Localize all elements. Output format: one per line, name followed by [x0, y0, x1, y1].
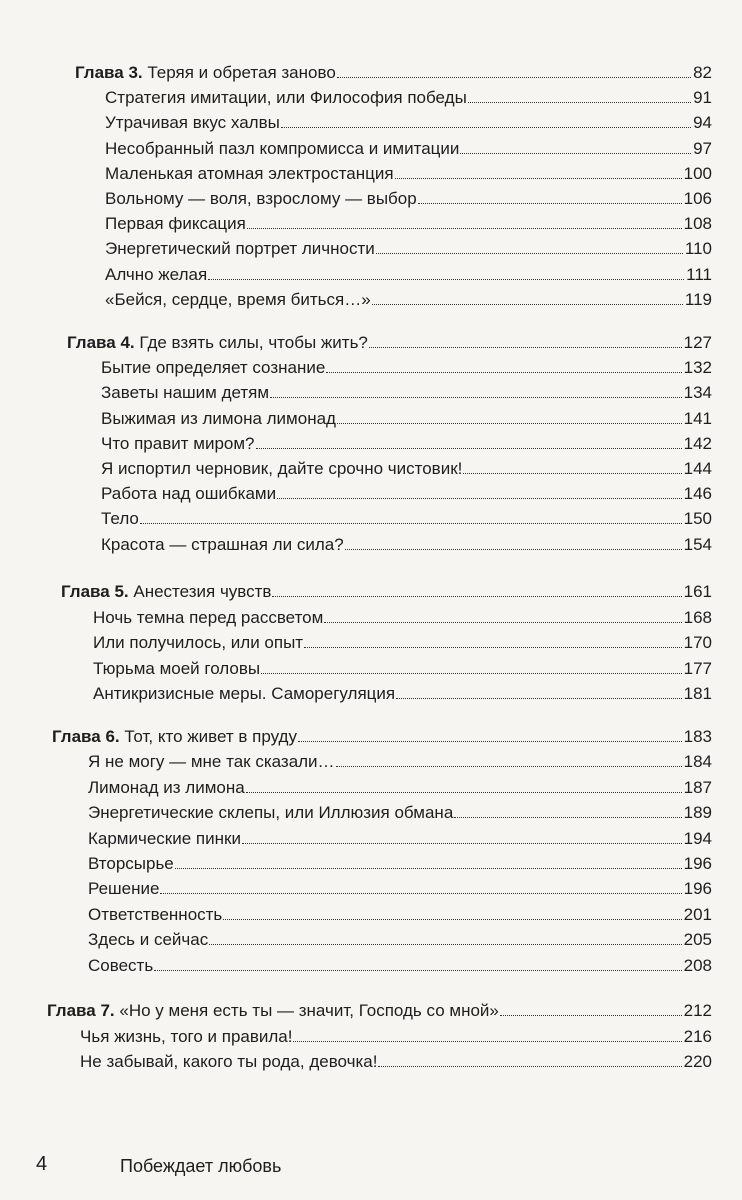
toc-item [88, 929, 712, 951]
toc-item [93, 607, 712, 629]
toc-item [105, 188, 712, 210]
toc-item-page: 132 [683, 358, 712, 378]
toc-item [93, 658, 712, 680]
toc-item-title: Вторсырье [88, 854, 174, 873]
dot-leader [463, 473, 681, 474]
toc-item-title: Алчно желая [105, 264, 208, 284]
dot-leader [281, 127, 691, 128]
toc-item-page: 119 [684, 289, 712, 309]
toc-item [88, 802, 712, 824]
chapter-page-number: 212 [683, 1001, 712, 1020]
chapter-title: Тот, кто живет в пруду [124, 727, 297, 746]
toc-item-page: 205 [683, 930, 712, 950]
toc-item [101, 508, 712, 530]
toc-item [101, 534, 712, 556]
toc-item-title: Красота — страшная ли сила? [101, 534, 344, 554]
chapter-title: Теряя и обретая заново [147, 63, 336, 82]
toc-item-title: Энергетические склепы, или Иллюзия обмана [88, 803, 454, 823]
toc-item-title: Первая фиксация [105, 214, 246, 234]
dot-leader [454, 817, 681, 818]
page-number: 4 [36, 1153, 48, 1175]
toc-item [105, 138, 712, 160]
dot-leader [376, 253, 683, 254]
chapter-page-number: 82 [693, 63, 712, 82]
toc-item-page: 97 [693, 138, 712, 158]
toc-item-page: 181 [683, 684, 712, 703]
toc-item-title: Заветы нашим детям [101, 383, 270, 403]
toc-item [105, 163, 712, 185]
chapter-label: Глава 7. [47, 1001, 115, 1020]
dot-leader [468, 102, 691, 103]
toc-item-page: 194 [683, 828, 712, 848]
toc-item-title: Совесть [88, 955, 154, 975]
chapter-title: Анестезия чувств [133, 582, 272, 601]
toc-item-page: 177 [683, 658, 712, 678]
toc-item-title: Не забывай, какого ты рода, девочка! [80, 1052, 378, 1071]
toc-item-title: Энергетический портрет личности [105, 239, 375, 259]
chapter-label: Глава 3. [75, 63, 143, 82]
dot-leader [242, 843, 682, 844]
toc-item-title: Антикризисные меры. Саморегуляция [93, 684, 396, 703]
toc-item-title: Я не могу — мне так сказали… [88, 752, 335, 772]
toc-item [88, 955, 712, 977]
dot-leader [261, 673, 682, 674]
dot-leader [337, 77, 691, 78]
toc-item-page: 108 [683, 214, 712, 234]
toc-item [105, 213, 712, 235]
toc-item [101, 433, 712, 455]
toc-item-title: Выжимая из лимона лимонад [101, 408, 336, 428]
dot-leader [277, 498, 682, 499]
toc-item-page: 91 [693, 88, 712, 108]
dot-leader [395, 178, 682, 179]
toc-item [80, 1051, 712, 1073]
toc-item [88, 751, 712, 773]
toc-item-title: Бытие определяет сознание [101, 358, 326, 378]
chapter-label: Глава 6. [52, 727, 120, 746]
dot-leader [500, 1015, 682, 1016]
dot-leader [378, 1066, 681, 1067]
toc-item [88, 904, 712, 926]
dot-leader [247, 228, 682, 229]
chapter-heading [67, 332, 712, 354]
toc-item [80, 1026, 712, 1048]
chapter-page-number: 127 [683, 333, 712, 352]
toc-item-page: 146 [683, 484, 712, 504]
toc-item-page: 168 [683, 607, 712, 627]
toc-item-title: Маленькая атомная электростанция [105, 163, 394, 183]
toc-item-title: Ответственность [88, 904, 223, 924]
dot-leader [160, 893, 681, 894]
chapter-title: «Но у меня есть ты — значит, Господь со мной» [119, 1001, 499, 1020]
toc-item-page: 142 [683, 433, 712, 453]
dot-leader [418, 203, 682, 204]
toc-item [88, 878, 712, 900]
toc-item-page: 144 [683, 459, 712, 478]
toc-item-title: Чья жизнь, того и правила! [80, 1026, 293, 1046]
toc-item-page: 184 [683, 752, 712, 772]
toc-item [101, 382, 712, 404]
toc-item [105, 289, 712, 311]
toc-item-page: 111 [686, 264, 712, 284]
toc-item [93, 632, 712, 654]
dot-leader [175, 868, 682, 869]
dot-leader [293, 1041, 681, 1042]
toc-item-title: Работа над ошибками [101, 484, 277, 504]
dot-leader [298, 741, 682, 742]
toc-item-page: 106 [683, 189, 712, 208]
dot-leader [140, 523, 682, 524]
chapter-heading [52, 726, 712, 748]
chapter-heading [75, 62, 712, 84]
toc-item [101, 357, 712, 379]
toc-item [88, 853, 712, 875]
running-title: Побеждает любовь [120, 1156, 282, 1176]
toc-item [105, 264, 712, 286]
toc-item-page: 110 [684, 239, 712, 259]
toc-item-page: 196 [683, 854, 712, 873]
chapter-heading [61, 581, 712, 603]
toc-item [101, 483, 712, 505]
toc-item-page: 201 [683, 904, 712, 924]
dot-leader [460, 153, 691, 154]
toc-item-title: Утрачивая вкус халвы [105, 113, 280, 133]
toc-item [105, 238, 712, 260]
toc-item-title: Лимонад из лимона [88, 777, 245, 797]
toc-item-page: 220 [683, 1052, 712, 1071]
toc-item-page: 208 [683, 955, 712, 975]
dot-leader [209, 944, 681, 945]
toc-item-page: 134 [683, 383, 712, 403]
dot-leader [369, 347, 682, 348]
dot-leader [336, 766, 682, 767]
chapter-page-number: 183 [683, 727, 712, 746]
toc-item-title: «Бейся, сердце, время биться…» [105, 289, 371, 309]
dot-leader [270, 397, 682, 398]
toc-item-title: Стратегия имитации, или Философия победы [105, 88, 467, 108]
dot-leader [372, 304, 683, 305]
dot-leader [324, 622, 681, 623]
toc-item [105, 87, 712, 109]
dot-leader [246, 792, 682, 793]
toc-item-title: Вольному — воля, взрослому — выбор [105, 189, 417, 208]
toc-item [88, 777, 712, 799]
chapter-heading [47, 1000, 712, 1022]
chapter-label: Глава 4. [67, 333, 135, 352]
toc-item-title: Кармические пинки [88, 828, 241, 848]
dot-leader [223, 919, 681, 920]
toc-item [93, 683, 712, 705]
chapter-label: Глава 5. [61, 582, 129, 601]
toc-item-title: Тюрьма моей головы [93, 658, 261, 678]
toc-item [101, 408, 712, 430]
toc-item [105, 112, 712, 134]
toc-item-title: Я испортил черновик, дайте срочно чистовик! [101, 459, 463, 478]
toc-item-title: Тело [101, 509, 139, 529]
toc-item-page: 170 [683, 633, 712, 652]
toc-item-page: 150 [683, 509, 712, 529]
toc-item-page: 141 [683, 408, 712, 428]
toc-item-page: 187 [683, 777, 712, 797]
toc-item-title: Несобранный пазл компромисса и имитации [105, 138, 460, 158]
toc-item-page: 196 [683, 879, 712, 899]
toc-item-page: 154 [683, 534, 712, 554]
toc-item-page: 189 [683, 803, 712, 823]
dot-leader [326, 372, 681, 373]
toc-item-page: 94 [693, 113, 712, 133]
toc-item-title: Ночь темна перед рассветом [93, 607, 324, 627]
dot-leader [154, 970, 681, 971]
dot-leader [256, 448, 682, 449]
toc-item-title: Что правит миром? [101, 433, 255, 453]
toc-item-title: Здесь и сейчас [88, 930, 209, 950]
toc-item-title: Или получилось, или опыт [93, 633, 304, 652]
dot-leader [304, 647, 682, 648]
toc-item-title: Решение [88, 879, 160, 899]
dot-leader [396, 698, 682, 699]
dot-leader [337, 423, 682, 424]
toc-item-page: 100 [683, 163, 712, 183]
toc-item-page: 216 [683, 1026, 712, 1046]
toc-item [101, 458, 712, 480]
chapter-page-number: 161 [683, 582, 712, 601]
dot-leader [208, 279, 684, 280]
toc-item [88, 828, 712, 850]
dot-leader [345, 549, 682, 550]
dot-leader [272, 596, 681, 597]
chapter-title: Где взять силы, чтобы жить? [139, 333, 368, 352]
